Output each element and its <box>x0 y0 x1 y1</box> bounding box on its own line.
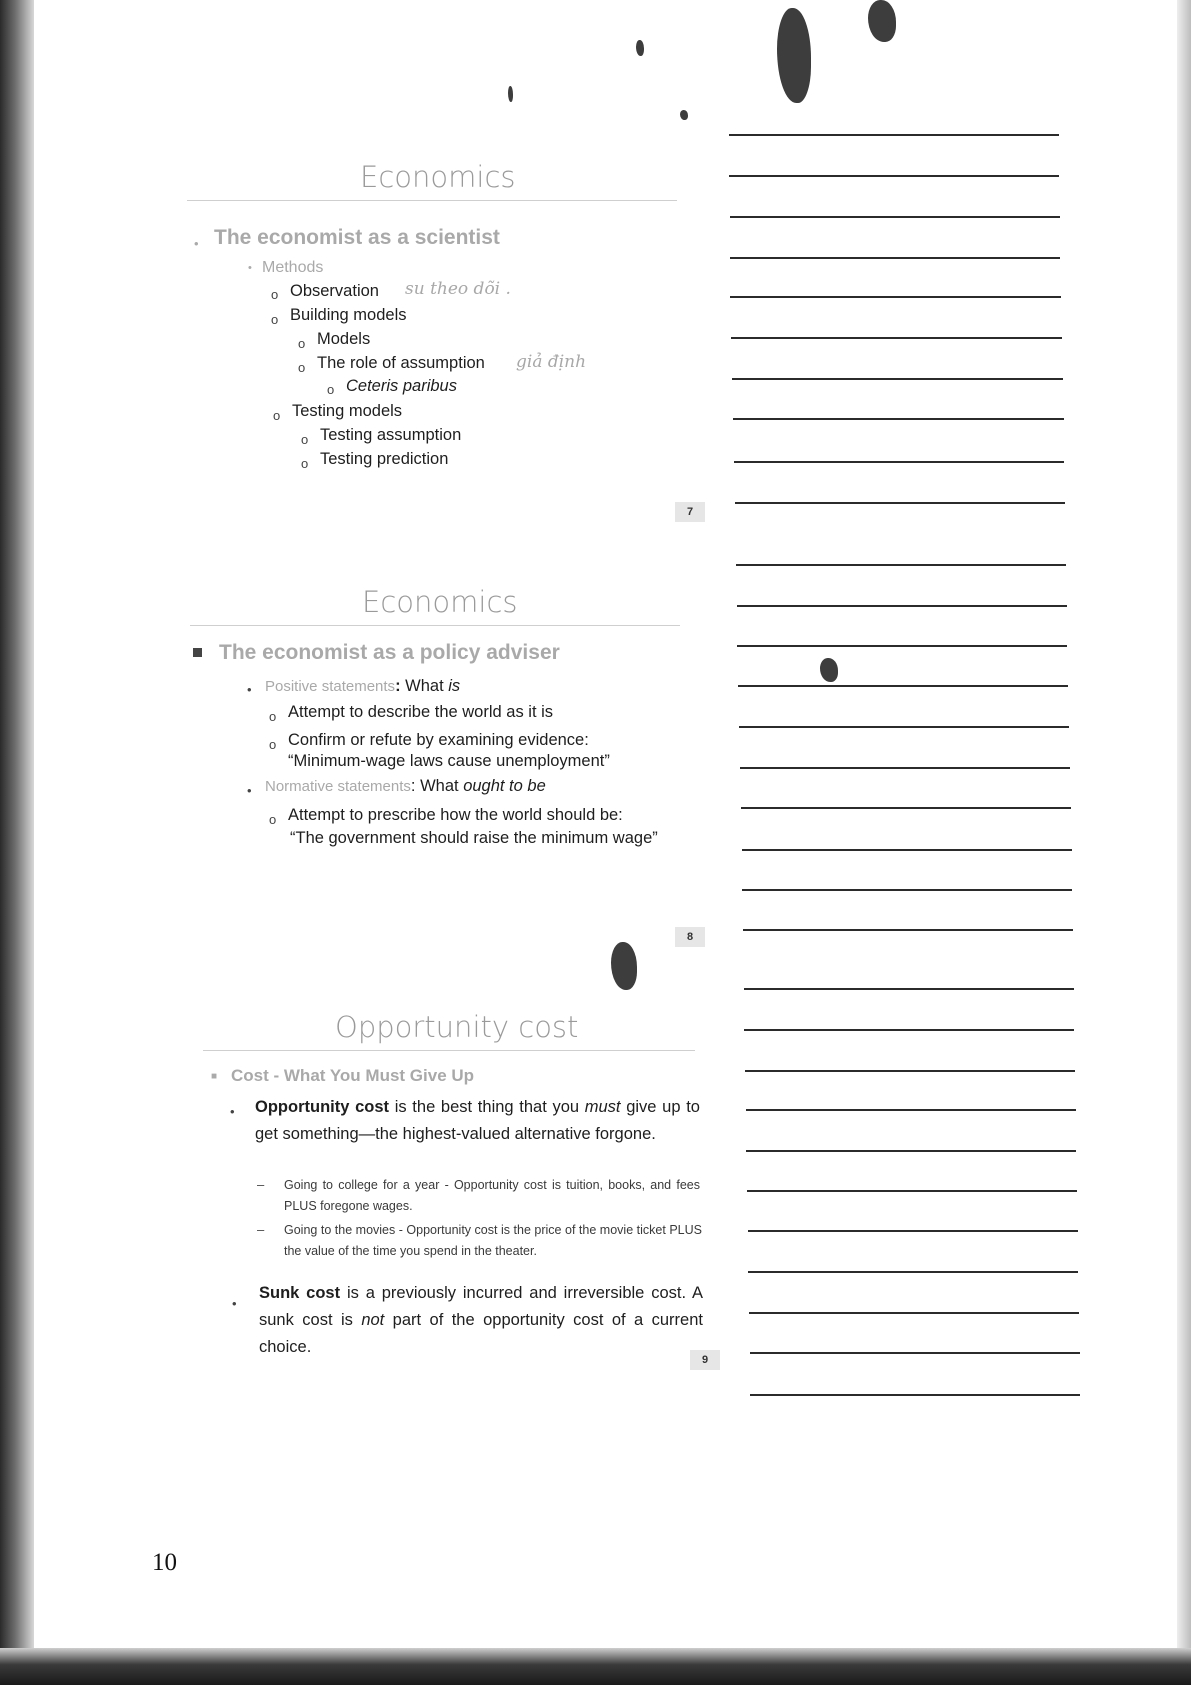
colon: : <box>410 777 416 795</box>
term: Sunk cost <box>259 1284 341 1302</box>
slide-number: 8 <box>675 927 705 947</box>
bullet-icon: • <box>194 236 199 251</box>
note-line <box>730 216 1060 218</box>
colon: : <box>395 677 401 695</box>
circle-bullet-icon: o <box>269 737 277 752</box>
circle-bullet-icon: o <box>269 812 277 827</box>
slide-title: Economics <box>360 160 516 194</box>
example-movies: Going to the movies - Opportunity cost is the price of the movie ticket PLUS the value of the time you spend in the theater. <box>284 1223 702 1258</box>
slide-title: Opportunity cost <box>335 1010 579 1044</box>
note-line <box>746 1150 1076 1152</box>
circle-bullet-icon: o <box>273 408 281 423</box>
note-line <box>737 605 1067 607</box>
note-line <box>745 1070 1075 1072</box>
page-number: 10 <box>152 1549 177 1576</box>
text: is the best thing that you <box>389 1098 585 1116</box>
note-line <box>740 767 1070 769</box>
note-line <box>737 645 1067 647</box>
positive-prefix: What <box>405 677 449 695</box>
note-line <box>738 685 1068 687</box>
list-item-quote: “Minimum-wage laws cause unemployment” <box>288 752 610 770</box>
note-line <box>748 1230 1078 1232</box>
subheading: Methods <box>262 259 324 276</box>
slide-number: 7 <box>675 502 705 522</box>
scan-edge-right <box>1177 0 1191 1685</box>
note-line <box>734 461 1064 463</box>
circle-bullet-icon: o <box>327 382 335 397</box>
title-divider <box>203 1050 695 1051</box>
normative-label: Normative statements <box>265 778 411 795</box>
scan-edge-left <box>0 0 34 1685</box>
square-bullet-icon: ■ <box>211 1071 218 1082</box>
note-line <box>749 1312 1079 1314</box>
list-item-quote: “The government should raise the minimum wage” <box>290 829 658 847</box>
note-line <box>744 1029 1074 1031</box>
bullet-icon: • <box>248 262 252 274</box>
dash-bullet-icon: – <box>257 1222 265 1237</box>
circle-bullet-icon: o <box>271 312 279 327</box>
list-item: Building models <box>290 306 407 324</box>
slide-heading: The economist as a policy adviser <box>219 641 560 664</box>
list-item: Attempt to prescribe how the world should be: <box>288 806 623 824</box>
note-line <box>744 988 1074 990</box>
list-item: Attempt to describe the world as it is <box>288 703 554 721</box>
note-line <box>741 807 1071 809</box>
handwritten-note: su theo dõi . <box>405 279 511 299</box>
list-item: Confirm or refute by examining evidence: <box>288 731 589 749</box>
slide-title: Economics <box>362 585 518 619</box>
sunk-cost-definition <box>259 1280 703 1361</box>
scan-edge-bottom <box>0 1648 1191 1685</box>
list-item: Observation <box>290 282 379 300</box>
note-line <box>729 134 1059 136</box>
slide-heading: Cost - What You Must Give Up <box>231 1066 475 1085</box>
note-line <box>735 502 1065 504</box>
dash-bullet-icon: – <box>257 1177 265 1192</box>
note-line <box>742 849 1072 851</box>
handwritten-note: giả định <box>516 352 587 372</box>
bullet-icon: • <box>232 1296 237 1311</box>
note-line <box>732 378 1063 380</box>
ink-smudge <box>636 40 644 56</box>
list-item: Testing assumption <box>320 426 462 444</box>
ink-smudge <box>680 110 688 120</box>
note-line <box>743 929 1073 931</box>
slide-heading: The economist as a scientist <box>214 226 500 249</box>
circle-bullet-icon: o <box>271 287 279 302</box>
statement-line <box>265 677 460 696</box>
list-item: Models <box>317 330 371 348</box>
note-line <box>733 418 1064 420</box>
note-line <box>750 1352 1080 1354</box>
emph: must <box>584 1098 621 1116</box>
bullet-icon: • <box>230 1104 235 1119</box>
list-item: Ceteris paribus <box>346 377 457 395</box>
note-line <box>747 1190 1077 1192</box>
ink-smudge <box>820 658 838 682</box>
note-line <box>739 726 1069 728</box>
normative-emph: ought to be <box>463 777 546 795</box>
note-line <box>750 1394 1080 1396</box>
note-line <box>736 564 1066 566</box>
note-line <box>729 175 1059 177</box>
text: is a previously incurred and irreversible cost. A sunk cost is <box>259 1284 703 1329</box>
square-bullet-icon <box>193 648 202 657</box>
note-line <box>748 1271 1078 1273</box>
text: part of the opportunity cost of a current choice. <box>259 1311 703 1356</box>
positive-label: Positive statements <box>265 678 396 695</box>
term: Opportunity cost <box>255 1098 390 1116</box>
note-line <box>742 889 1072 891</box>
note-line <box>730 257 1060 259</box>
ink-smudge <box>611 942 637 990</box>
circle-bullet-icon: o <box>269 709 277 724</box>
slide-number: 9 <box>690 1350 720 1370</box>
positive-emph: is <box>448 677 461 695</box>
circle-bullet-icon: o <box>298 360 306 375</box>
bullet-icon: • <box>247 783 252 798</box>
note-line <box>730 296 1061 298</box>
list-item: Testing prediction <box>320 450 449 468</box>
emph: not <box>361 1311 385 1329</box>
bullet-icon: • <box>247 682 252 697</box>
circle-bullet-icon: o <box>301 456 309 471</box>
note-line <box>746 1109 1076 1111</box>
list-item: Testing models <box>292 402 403 420</box>
text: give up to get something—the highest-valued alternative forgone. <box>255 1098 700 1143</box>
statement-line <box>265 777 546 796</box>
ink-smudge <box>508 86 513 102</box>
title-divider <box>187 200 677 201</box>
example-college: Going to college for a year - Opportunity cost is tuition, books, and fees PLUS foregone wages. <box>284 1178 700 1213</box>
circle-bullet-icon: o <box>298 336 306 351</box>
circle-bullet-icon: o <box>301 432 309 447</box>
note-line <box>731 337 1062 339</box>
normative-prefix: What <box>420 777 464 795</box>
list-item: The role of assumption <box>317 354 485 372</box>
opportunity-cost-definition <box>255 1094 700 1148</box>
title-divider <box>190 625 680 626</box>
ink-smudge <box>868 0 896 42</box>
